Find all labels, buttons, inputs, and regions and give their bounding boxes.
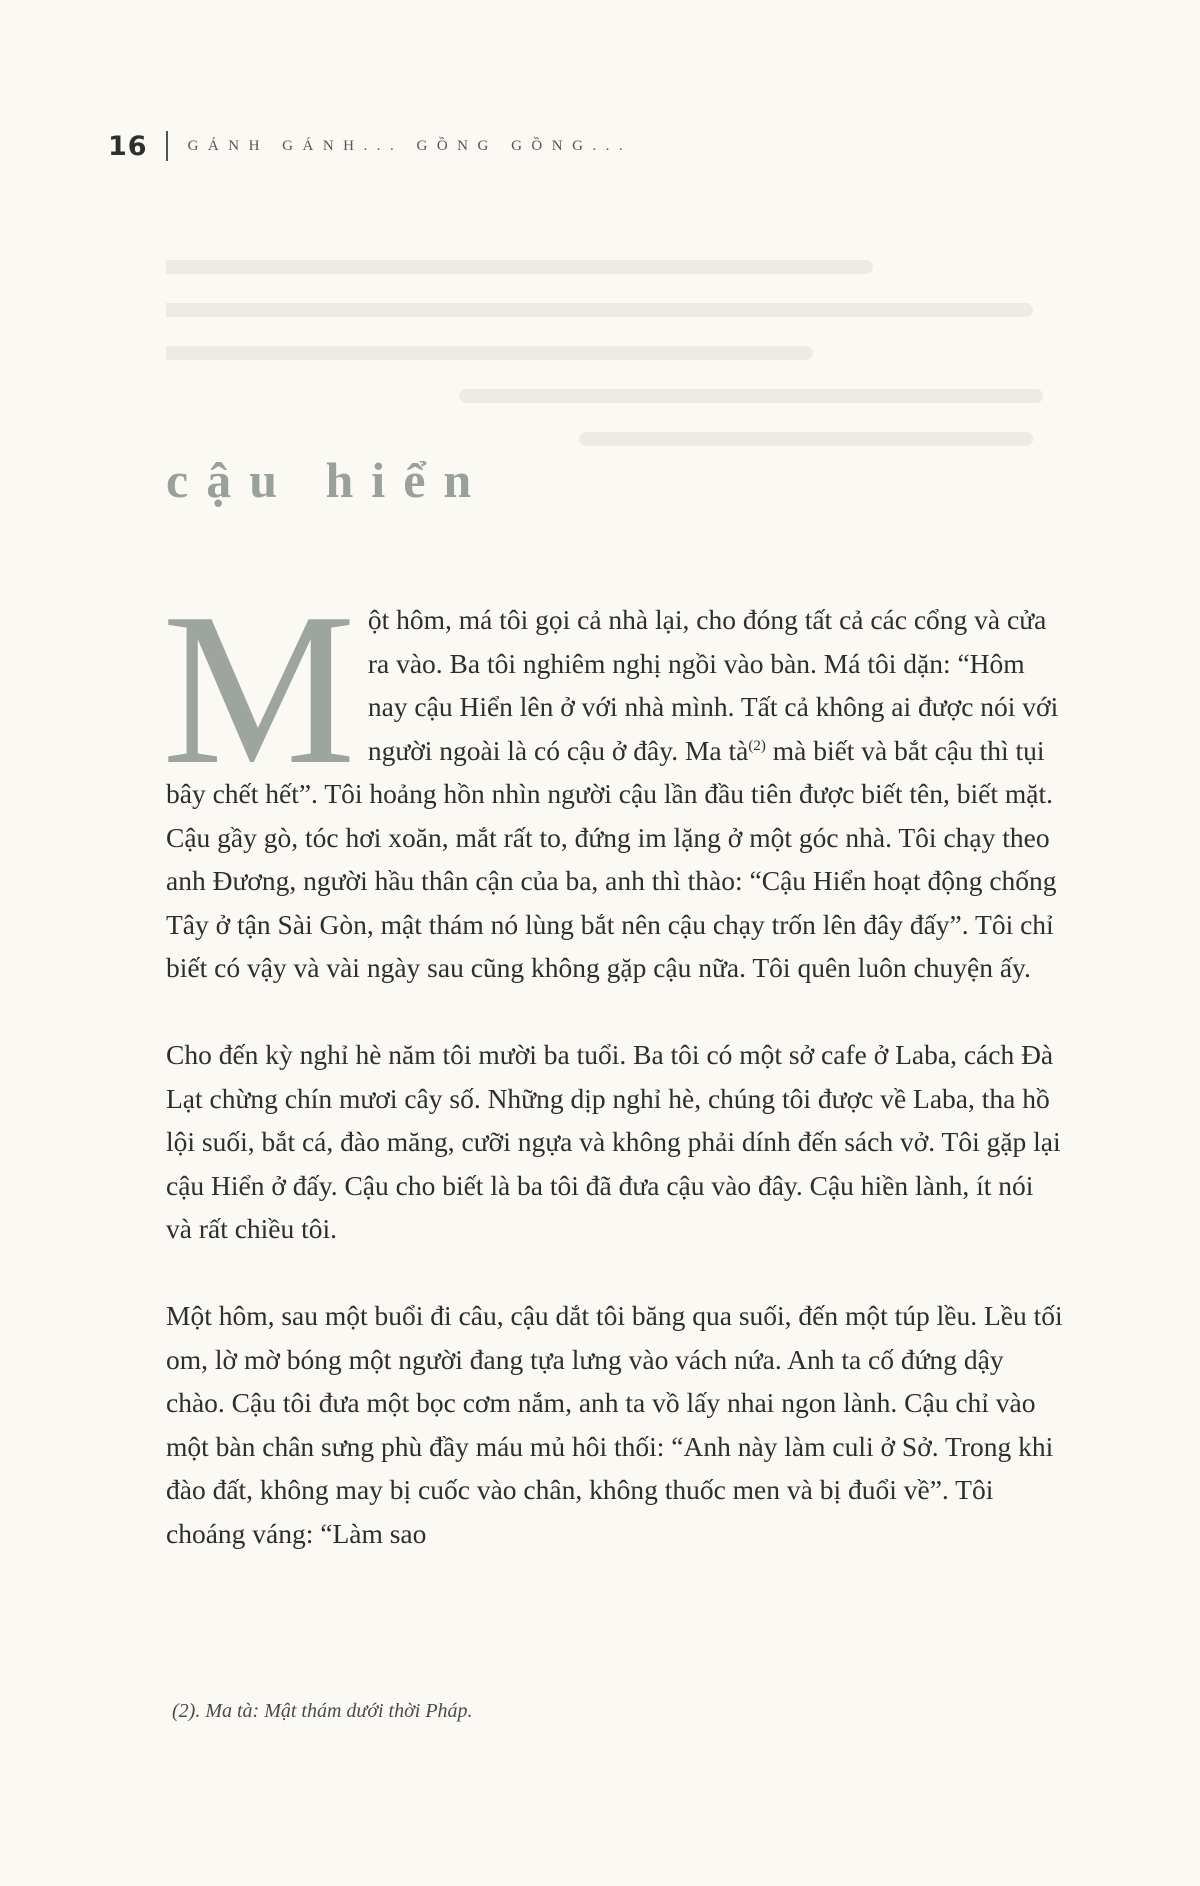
running-header [108, 126, 632, 166]
paragraph-1 [162, 569, 1066, 990]
drop-cap: M [162, 569, 356, 810]
chapter-title: cậu hiển [166, 452, 490, 508]
paragraph-2: Cho đến kỳ nghỉ hè năm tôi mười ba tuổi. Ba tôi có một sở cafe ở Laba, cách Đà Lạt chừng chín mươi cây số. Những dịp nghỉ hè, chúng tôi được về Laba, tha hồ lội suối, bắt cá, đào măng, cưỡi ngựa và không phải dính đến sách vở. Tôi gặp lại cậu Hiển ở đấy. Cậu cho biết là ba tôi đã đưa cậu vào đây. Cậu hiền lành, ít nói và rất chiều tôi. [166, 1039, 1061, 1244]
page-number: 16 [108, 130, 148, 162]
footnote-reference: (2) [748, 737, 766, 754]
paragraph-1-text-a: ột hôm, má tôi gọi cả nhà lại, cho đóng tất cả các cổng và cửa ra vào. Ba tôi nghiêm nghị ngồi vào bàn. Má tôi dặn: “Hôm nay cậu Hiển lên ở với nhà mình. Tất cả không ai được nói với người ngoài là có cậu ở đây. Ma tà [367, 604, 1059, 766]
footnote: (2). Ma tà: Mật thám dưới thời Pháp. [172, 1700, 473, 1722]
header-divider [166, 131, 168, 161]
bleed-through-texture [166, 255, 1046, 485]
book-title: GÁNH GÁNH... GỒNG GỒNG... [187, 137, 633, 154]
paragraph-1-text-b: mà biết và bắt cậu thì tụi bây chết hết”. Tôi hoảng hồn nhìn người cậu lần đầu tiên được biết tên, biết mặt. Cậu gầy gò, tóc hơi xoăn, mắt rất to, đứng im lặng ở một góc nhà. Tôi chạy theo anh Đương, người hầu thân cận của ba, anh thì thào: “Cậu Hiển hoạt động chống Tây ở tận Sài Gòn, mật thám nó lùng bắt nên cậu chạy trốn lên đây đấy”. Tôi chỉ biết có vậy và vài ngày sau cũng không gặp cậu nữa. Tôi quên luôn chuyện ấy. [166, 734, 1057, 983]
paragraph-3: Một hôm, sau một buổi đi câu, cậu dắt tôi băng qua suối, đến một túp lều. Lều tối om, lờ mờ bóng một người đang tựa lưng vào vách nứa. Anh ta cố đứng dậy chào. Cậu tôi đưa một bọc cơm nắm, anh ta vồ lấy nhai ngon lành. Cậu chỉ vào một bàn chân sưng phù đầy máu mủ hôi thối: “Anh này làm culi ở Sở. Trong khi đào đất, không may bị cuốc vào chân, không thuốc men và bị đuổi về”. Tôi choáng váng: “Làm sao [166, 1300, 1063, 1549]
chapter-body [162, 569, 1066, 1555]
